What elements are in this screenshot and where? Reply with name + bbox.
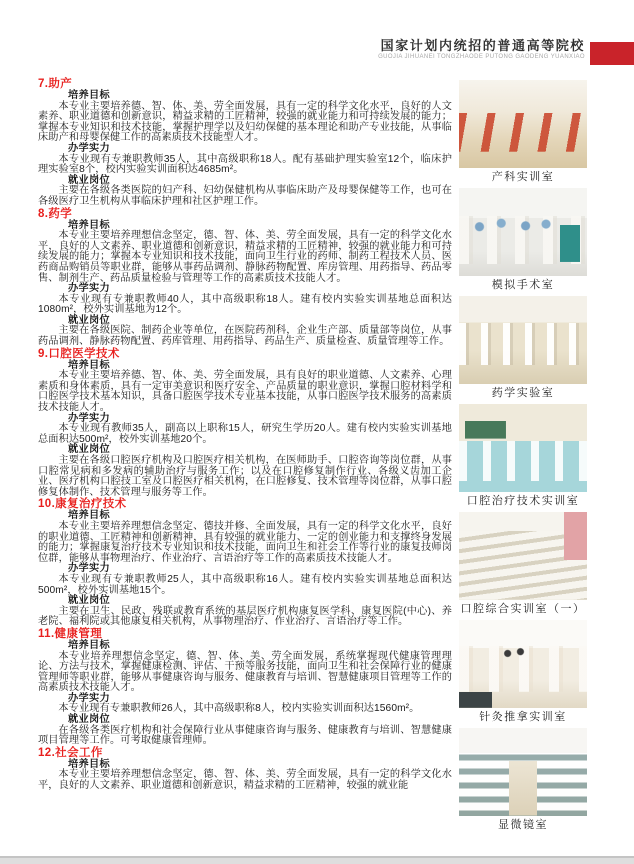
section-pharmacy bbox=[38, 208, 452, 348]
block-text: 本专业培养理想信念坚定，德、智、体、美、劳全面发展，系统掌握现代健康管理理论、方法与技术，掌握健康检测、评估、干预等服务技能，面向卫生和社会保障行业的健康管理师等职业群，能够从事健康咨询与服务、健康教育与培训、智慧健康项目管理等工作的高素质技术技能人才。 bbox=[38, 650, 452, 694]
block-text: 主要在各级各类医院的妇产科、妇幼保健机构从事临床助产及母婴保健等工作，也可在各级医疗卫生机构从事临床护理和社区护理工作。 bbox=[38, 185, 452, 207]
photo-caption: 显微镜室 bbox=[498, 819, 548, 831]
block-text: 主要在卫生、民政、残联或教育系统的基层医疗机构康复医学科、康复医院(中心)、养老院、福利院或其他康复相关机构，从事物理治疗、作业治疗、言语治疗等工作。 bbox=[38, 605, 452, 628]
photo-microscope-room bbox=[459, 728, 587, 816]
figure-microscope-room bbox=[459, 728, 587, 832]
section-midwifery bbox=[38, 78, 452, 208]
block-text: 本专业现有教师35人，副高以上职称15人，研究生学历20人。建有校内实验实训基地总面积达500m²，校外实训基地20个。 bbox=[38, 423, 452, 445]
section-title: 11.健康管理 bbox=[38, 627, 103, 640]
section-rehabilitation-therapy bbox=[38, 498, 452, 628]
section-title: 12.社会工作 bbox=[38, 746, 103, 759]
photo-caption: 产科实训室 bbox=[491, 171, 555, 183]
block-text: 主要在各级口腔医疗机构及口腔医疗相关机构，在医师助手、口腔咨询等岗位群，从事口腔常见病和多发病的辅助治疗与服务工作；以及在口腔修复制作行业、各级义齿加工企业、医疗机构口腔技工室及口腔医疗相关机构，在口腔修复、技术管理等岗位群，从事口腔修复体制作、技术管理与服务等工作。 bbox=[38, 455, 452, 498]
block-heading: 培养目标 bbox=[68, 359, 110, 371]
figure-simulated-operating-room bbox=[459, 188, 587, 292]
photo-column bbox=[459, 80, 587, 836]
block-heading: 办学实力 bbox=[68, 563, 110, 575]
photo-caption: 模拟手术室 bbox=[491, 279, 555, 291]
photo-caption: 口腔治疗技术实训室 bbox=[466, 495, 580, 507]
block-heading: 培养目标 bbox=[68, 639, 110, 651]
page-header-text bbox=[378, 38, 585, 60]
page-header-subtitle: GUOJIA JIHUANEI TONGZHAODE PUTONG GAODENG YUANXIAO bbox=[378, 54, 585, 60]
block-text: 本专业主要培养德、智、体、美、劳全面发展，具有良好的职业道德、人文素养、心理素质和身体素质，具有一定审美意识和医疗安全、产品质量的职业意识，掌握口腔材料学和口腔医学技术基本知识，具备口腔医学技术专业基本技能，从事口腔医学技术服务的高素质技术技能人才。 bbox=[38, 370, 452, 414]
block-text: 本专业主要培养德、智、体、美、劳全面发展，具有一定的科学文化水平，良好的人文素养、职业道德和创新意识，精益求精的工匠精神，较强的就业能力和可持续发展的能力；掌握本专业知识和技术技能，掌握护理学以及妇幼保健的基本理论和助产专业技能，从事临床助产和母婴保健工作的高素质技术技能型人才。 bbox=[38, 100, 452, 144]
photo-caption: 药学实验室 bbox=[491, 387, 555, 399]
photo-obstetrics-training-room bbox=[459, 80, 587, 168]
figure-acupuncture-massage-training-room bbox=[459, 620, 587, 724]
section-title: 10.康复治疗技术 bbox=[38, 498, 127, 511]
header-red-block bbox=[590, 42, 634, 65]
figure-pharmacy-laboratory bbox=[459, 296, 587, 400]
section-title: 8.药学 bbox=[38, 207, 73, 220]
block-heading: 办学实力 bbox=[68, 692, 110, 704]
photo-caption: 口腔综合实训室（一） bbox=[460, 603, 586, 615]
photo-acupuncture-massage-training-room bbox=[459, 620, 587, 708]
block-text: 本专业现有专兼职教师25人，其中高级职称16人。建有校内实验实训基地总面积达500m²，校外实训基地15个。 bbox=[38, 573, 452, 596]
figure-obstetrics-training-room bbox=[459, 80, 587, 184]
sections-column bbox=[38, 78, 452, 792]
photo-pharmacy-laboratory bbox=[459, 296, 587, 384]
block-text: 在各级各类医疗机构和社会保障行业从事健康咨询与服务、健康教育与培训、智慧健康项目管理等工作。可考取健康管理师。 bbox=[38, 724, 452, 747]
block-text: 本专业主要培养理想信念坚定，德、智、体、美、劳全面发展，具有一定的科学文化水平，良好的人文素养、职业道德和创新意识，精益求精的工匠精神，较强的就业能 bbox=[38, 769, 452, 792]
page-bottom-divider bbox=[0, 856, 634, 864]
block-text: 本专业现有专兼职教师26人，其中高级职称8人，校内实验实训面积达1560m²。 bbox=[58, 703, 420, 715]
photo-simulated-operating-room bbox=[459, 188, 587, 276]
block-heading: 就业岗位 bbox=[68, 444, 110, 456]
photo-dental-comprehensive-training-room bbox=[459, 512, 587, 600]
block-heading: 培养目标 bbox=[68, 219, 110, 231]
block-heading: 就业岗位 bbox=[68, 174, 110, 186]
block-heading: 办学实力 bbox=[68, 412, 110, 424]
photo-caption: 针灸推拿实训室 bbox=[479, 711, 567, 723]
section-title: 7.助产 bbox=[38, 78, 73, 90]
figure-dental-treatment-training-room bbox=[459, 404, 587, 508]
figure-dental-comprehensive-training-room bbox=[459, 512, 587, 616]
block-heading: 办学实力 bbox=[68, 283, 110, 295]
block-text: 本专业主要培养理想信念坚定、德技并修、全面发展，具有一定的科学文化水平，良好的职业道德、工匠精神和创新精神，具有较强的就业能力、一定的创业能力和支撑终身发展的能力；掌握康复治疗技术专业知识和技术技能，面向卫生和社会工作等行业的康复技师岗位群，能够从事物理治疗、作业治疗、言语治疗等工作的高素质技术技能人才。 bbox=[38, 520, 452, 564]
block-heading: 就业岗位 bbox=[68, 714, 110, 726]
block-heading: 培养目标 bbox=[68, 510, 110, 522]
section-health-management bbox=[38, 628, 452, 747]
block-text: 主要在各级医院、制药企业等单位，在医院药剂科，企业生产部、质量部等岗位，从事药品调剂、静脉药物配置、药库管理、用药指导、药品生产、质量检查、质量管理等工作。 bbox=[38, 325, 452, 348]
block-heading: 办学实力 bbox=[68, 142, 110, 154]
block-heading: 培养目标 bbox=[68, 90, 110, 101]
section-dental-technology bbox=[38, 348, 452, 499]
block-text: 本专业现有专兼职教师35人，其中高级职称18人。配有基础护理实验室12个，临床护理实验室8个，校内实验实训面积达4685m²。 bbox=[38, 153, 452, 176]
page-header-title: 国家计划内统招的普通高等院校 bbox=[380, 38, 585, 53]
block-heading: 就业岗位 bbox=[68, 314, 110, 326]
block-text: 本专业现有专兼职教师40人，其中高级职称18人。建有校内实验实训基地总面积达1080m²，校外实训基地为12个。 bbox=[38, 293, 452, 316]
section-title: 9.口腔医学技术 bbox=[38, 347, 120, 360]
block-text: 本专业主要培养理想信念坚定，德、智、体、美、劳全面发展，具有一定的科学文化水平，良好的人文素养、职业道德和创新意识，精益求精的工匠精神，较强的就业能力和可持续发展的能力；掌握本专业知识和技术技能，面向卫生行业的药师、制药工程技术人员、医药商品购销员等职业群，能够从事药品调剂、静脉药物配置、库房管理、用药指导、药品零售、制剂生产、药品质量检验与管理等工作的高素质技术技能人才。 bbox=[38, 230, 452, 284]
photo-dental-treatment-training-room bbox=[459, 404, 587, 492]
section-social-work bbox=[38, 747, 452, 792]
block-heading: 培养目标 bbox=[68, 758, 110, 770]
block-heading: 就业岗位 bbox=[68, 595, 110, 607]
